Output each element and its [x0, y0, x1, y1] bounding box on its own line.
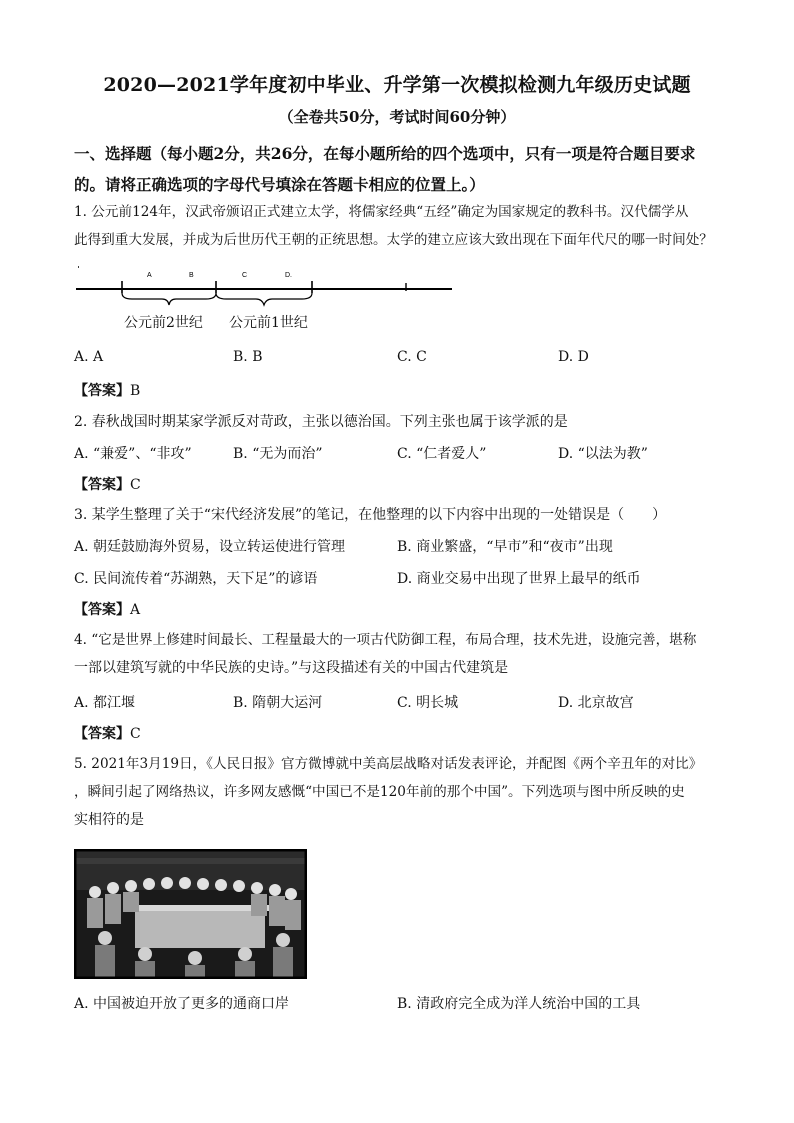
- section-heading-line-1: 一、选择题（每小题2分，共26分，在每小题所给的四个选项中，只有一项是符合题目要求: [74, 144, 696, 163]
- question-4-option-a: A. 都江堰: [74, 695, 136, 711]
- page-title: 2020—2021学年度初中毕业、升学第一次模拟检测九年级历史试题: [103, 74, 691, 96]
- timeline-mark-a: A: [147, 272, 152, 279]
- question-3-answer: [74, 599, 140, 619]
- question-1-option-c: C. C: [397, 349, 427, 365]
- question-3-option-b: B. 商业繁盛，“早市”和“夜市”出现: [397, 539, 613, 555]
- answer-value: C: [130, 726, 141, 742]
- question-5-option-a: A. 中国被迫开放了更多的通商口岸: [74, 996, 290, 1012]
- section-heading: [74, 138, 734, 200]
- timeline-caption-2nd-century: 公元前2世纪: [124, 315, 203, 331]
- question-1-option-b: B. B: [233, 349, 263, 365]
- question-1-stem: [74, 198, 734, 254]
- photo-illustration: [75, 850, 306, 978]
- question-2-answer: [74, 474, 141, 494]
- question-2-option-c: C. “仁者爱人”: [397, 446, 487, 462]
- timeline-mark-b: B: [189, 272, 194, 279]
- timeline-mark-d: D.: [285, 272, 292, 279]
- question-4-line-2: 一部以建筑写就的中华民族的史诗。”与这段描述有关的中国古代建筑是: [74, 660, 509, 676]
- question-2-option-b: B. “无为而治”: [233, 446, 323, 462]
- question-5-line-1: 5. 2021年3月19日，《人民日报》官方微博就中美高层战略对话发表评论，并配图《两个辛丑年的对比》: [74, 756, 703, 772]
- question-1-answer: [74, 380, 140, 400]
- question-5-line-2: ，瞬间引起了网络热议，许多网友感慨“中国已不是120年前的那个中国”。下列选项与图中所反映的史: [74, 784, 685, 800]
- answer-value: A: [130, 602, 141, 618]
- question-5-option-b: B. 清政府完全成为洋人统治中国的工具: [397, 996, 641, 1012]
- answer-tag: 【答案】: [74, 383, 130, 399]
- timeline-brace-1st-century: [216, 293, 312, 305]
- question-5-stem: [74, 750, 734, 834]
- timeline-caption-1st-century: 公元前1世纪: [229, 315, 308, 331]
- question-4-line-1: 4. “它是世界上修建时间最长、工程量最大的一项古代防御工程，布局合理，技术先进，设施完善，堪称: [74, 632, 697, 648]
- answer-tag: 【答案】: [74, 477, 130, 493]
- answer-tag: 【答案】: [74, 602, 130, 618]
- question-4-option-c: C. 明长城: [397, 695, 459, 711]
- question-3-stem: [74, 501, 734, 529]
- question-2-line-1: 2. 春秋战国时期某家学派反对苛政，主张以德治国。下列主张也属于该学派的是: [74, 414, 568, 430]
- question-4-stem: [74, 626, 734, 682]
- question-4-answer: [74, 723, 141, 743]
- question-3-option-d: D. 商业交易中出现了世界上最早的纸币: [397, 571, 641, 587]
- answer-value: C: [130, 477, 141, 493]
- timeline-mark-c: C: [242, 272, 248, 279]
- historical-photo: [74, 849, 307, 979]
- question-5-line-3: 实相符的是: [74, 812, 144, 828]
- question-1-line-2: 此得到重大发展，并成为后世历代王朝的正统思想。太学的建立应该大致出现在下面年代尺的哪一时间处？: [74, 232, 713, 248]
- question-3-line-1: 3. 某学生整理了关于“宋代经济发展”的笔记，在他整理的以下内容中出现的一处错误是（ ）: [74, 507, 667, 523]
- timeline-brace-2nd-century: [122, 293, 216, 305]
- page-subtitle: （全卷共50分，考试时间60分钟）: [278, 108, 516, 126]
- question-4-option-b: B. 隋朝大运河: [233, 695, 323, 711]
- question-1-option-d: D. D: [558, 349, 589, 365]
- answer-tag: 【答案】: [74, 726, 130, 742]
- section-heading-line-2: 的。请将正确选项的字母代号填涂在答题卡相应的位置上。）: [74, 175, 485, 194]
- question-2-option-d: D. “以法为教”: [558, 446, 648, 462]
- question-2-option-a: A. “兼爱”、“非攻”: [74, 446, 192, 462]
- question-4-option-d: D. 北京故宫: [558, 695, 634, 711]
- question-1-option-a: A. A: [74, 349, 104, 365]
- answer-value: B: [130, 383, 141, 399]
- question-1-line-1: 1. 公元前124年，汉武帝颁诏正式建立太学，将儒家经典“五经”确定为国家规定的教科书。汉代儒学从: [74, 204, 689, 220]
- question-3-option-a: A. 朝廷鼓励海外贸易，设立转运使进行管理: [74, 539, 346, 555]
- question-2-stem: [74, 408, 734, 436]
- question-3-option-c: C. 民间流传着“苏湖熟，天下足”的谚语: [74, 571, 318, 587]
